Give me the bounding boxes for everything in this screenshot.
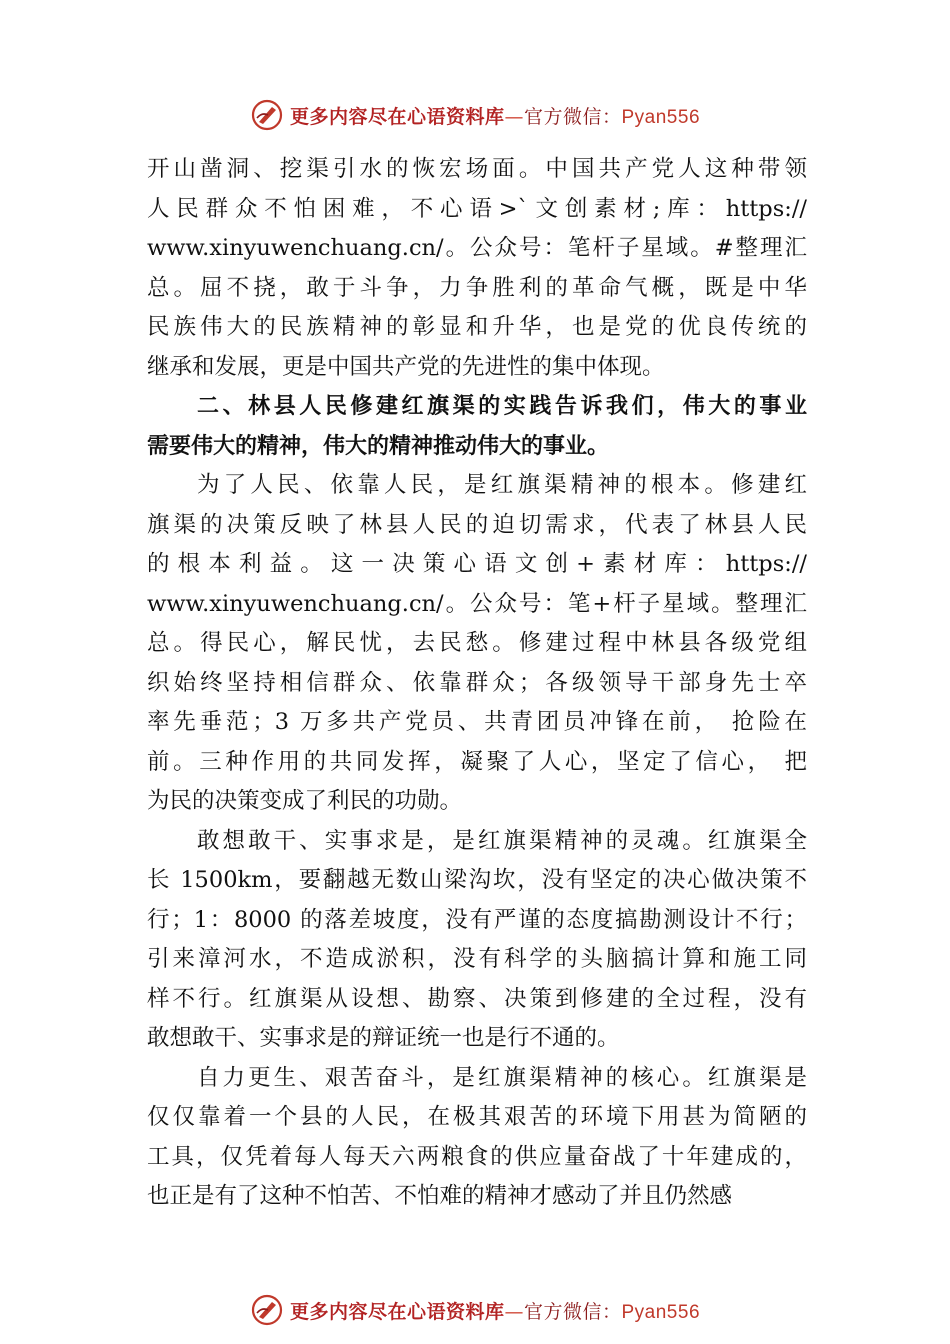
paragraph: [147, 466, 807, 822]
paragraph: [147, 150, 807, 387]
text-line: 工具，仅凭着每人每天六两粮食的供应量奋战了十年建成的，: [147, 1143, 807, 1170]
watermark-text: [290, 1297, 700, 1324]
text-line: 为民的决策变成了利民的功勋。: [147, 788, 463, 814]
brand-logo-icon: [250, 1293, 284, 1327]
text-line: 开山凿洞、挖渠引水的恢宏场面。中国共产党人这种带领: [147, 156, 807, 182]
brand-logo-icon: [250, 98, 284, 132]
text-line: 民族伟大的民族精神的彰显和升华，也是党的优良传统的: [147, 314, 807, 340]
watermark-brand: 更多内容尽在心语资料库: [289, 1300, 505, 1323]
watermark-wechat-label: 官方微信：: [523, 1300, 622, 1323]
text-line: 敢想敢干、实事求是的辩证统一也是行不通的。: [147, 1025, 620, 1051]
paragraph: [147, 1059, 807, 1217]
text-line: 长 1500km，要翻越无数山梁沟坎，没有坚定的决心做决策不: [147, 867, 807, 893]
text-line: 旗渠的决策反映了林县人民的迫切需求，代表了林县人民: [147, 511, 807, 538]
watermark-separator: —: [504, 1300, 524, 1323]
text-line: 总。得民心，解民忧，去民愁。修建过程中林县各级党组: [147, 630, 807, 656]
watermark-wechat-label: 官方微信：: [523, 105, 622, 128]
text-line: 前。三种作用的共同发挥，凝聚了人心，坚定了信心， 把: [147, 748, 807, 775]
text-line: 引来漳河水，不造成淤积，没有科学的头脑搞计算和施工同: [147, 946, 807, 972]
watermark-wechat-id: Pyan556: [621, 106, 701, 128]
text-line: www.xinyuwenchuang.cn/。公众号：笔+杆子星域。整理汇: [147, 590, 807, 617]
text-line: 仅仅靠着一个县的人民，在极其艰苦的环境下用甚为简陋的: [147, 1104, 807, 1130]
watermark-text: [290, 102, 700, 129]
text-line: 敢想敢干、实事求是，是红旗渠精神的灵魂。红旗渠全: [197, 827, 807, 854]
watermark-separator: —: [504, 105, 524, 128]
text-line: 总。屈不挠，敢于斗争，力争胜利的革命气概，既是中华: [147, 274, 807, 301]
text-line: 需要伟大的精神，伟大的精神推动伟大的事业。: [147, 433, 610, 459]
text-line: 自力更生、艰苦奋斗，是红旗渠精神的核心。红旗渠是: [197, 1064, 807, 1091]
text-line: 为了人民、依靠人民，是红旗渠精神的根本。修建红: [197, 472, 807, 498]
watermark-wechat-id: Pyan556: [621, 1301, 701, 1323]
watermark-brand: 更多内容尽在心语资料库: [289, 105, 505, 128]
document-body: [147, 150, 807, 1217]
text-line: 样不行。红旗渠从设想、勘察、决策到修建的全过程，没有: [147, 985, 807, 1012]
text-line: 的根本利益。这一决策心语文创+素材库：https://: [147, 551, 807, 577]
text-line: 织始终坚持相信群众、依靠群众；各级领导干部身先士卒: [147, 669, 807, 696]
header-watermark: [0, 95, 950, 135]
section-heading: [147, 387, 807, 466]
text-line: www.xinyuwenchuang.cn/。公众号：笔杆子星域。#整理汇: [147, 235, 807, 261]
text-line: 继承和发展，更是中国共产党的先进性的集中体现。: [147, 353, 665, 380]
text-line: 二、林县人民修建红旗渠的实践告诉我们，伟大的事业: [197, 394, 807, 419]
text-line: 人民群众不怕困难，不心语>`文创素材;库：https://: [147, 195, 807, 222]
text-line: 率先垂范；3 万多共产党员、共青团员冲锋在前， 抢险在: [147, 709, 807, 735]
text-line: 行；1：8000 的落差坡度，没有严谨的态度搞勘测设计不行；: [147, 906, 807, 933]
text-line: 也正是有了这种不怕苦、不怕难的精神才感动了并且仍然感: [147, 1183, 733, 1209]
footer-watermark: [0, 1290, 950, 1330]
paragraph: [147, 822, 807, 1059]
